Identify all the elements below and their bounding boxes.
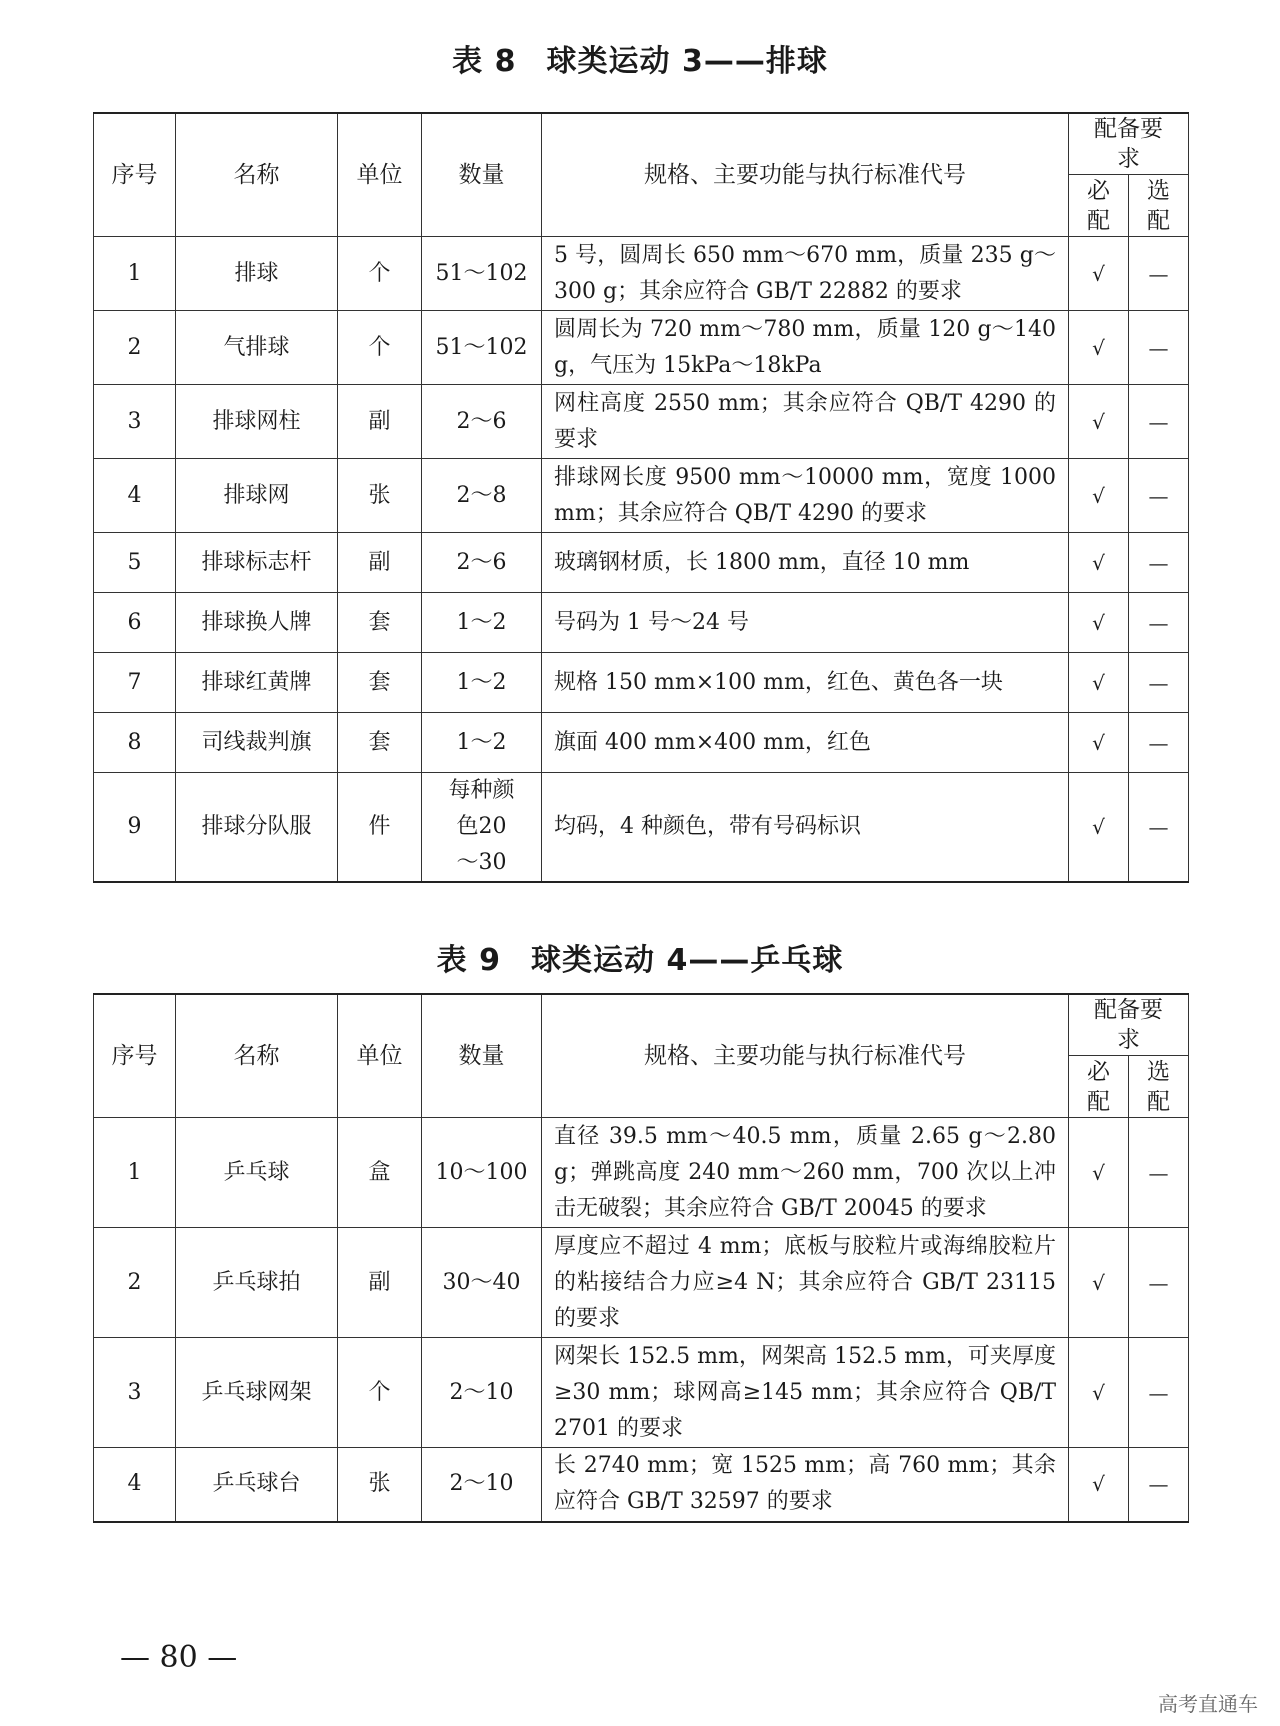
- row-index: 6: [94, 593, 176, 653]
- table-number: 表 8: [452, 44, 517, 79]
- table-tennis-equipment-table: [93, 993, 1189, 1523]
- row-unit: 件: [338, 773, 422, 883]
- header-required: 必配: [1069, 175, 1129, 237]
- row-quantity: 1～2: [422, 653, 542, 713]
- row-quantity: 1～2: [422, 593, 542, 653]
- row-unit: 套: [338, 653, 422, 713]
- row-name: 乒乓球台: [176, 1448, 338, 1522]
- row-required: √: [1069, 459, 1129, 533]
- row-spec: 规格 150 mm×100 mm，红色、黄色各一块: [542, 653, 1069, 713]
- row-index: 2: [94, 311, 176, 385]
- table-row: [94, 593, 1189, 653]
- table-title: 球类运动 3——排球: [546, 44, 828, 79]
- row-optional: —: [1129, 533, 1189, 593]
- row-spec: 网柱高度 2550 mm；其余应符合 QB/T 4290 的要求: [542, 385, 1069, 459]
- table-row: [94, 773, 1189, 883]
- header-name: 名称: [176, 994, 338, 1118]
- row-required: √: [1069, 1448, 1129, 1522]
- row-required: √: [1069, 1228, 1129, 1338]
- table-row: [94, 459, 1189, 533]
- header-unit: 单位: [338, 113, 422, 237]
- header-required: 必配: [1069, 1056, 1129, 1118]
- row-unit: 盒: [338, 1118, 422, 1228]
- table-row: [94, 311, 1189, 385]
- row-index: 3: [94, 1338, 176, 1448]
- row-required: √: [1069, 773, 1129, 883]
- row-quantity: 每种颜色20～30: [422, 773, 542, 883]
- row-quantity: 2～8: [422, 459, 542, 533]
- row-index: 3: [94, 385, 176, 459]
- row-name: 排球换人牌: [176, 593, 338, 653]
- row-index: 7: [94, 653, 176, 713]
- row-index: 8: [94, 713, 176, 773]
- row-quantity: 2～10: [422, 1448, 542, 1522]
- header-name: 名称: [176, 113, 338, 237]
- row-name: 排球红黄牌: [176, 653, 338, 713]
- row-required: √: [1069, 593, 1129, 653]
- row-optional: —: [1129, 713, 1189, 773]
- header-optional: 选配: [1129, 175, 1189, 237]
- row-unit: 副: [338, 533, 422, 593]
- row-quantity: 10～100: [422, 1118, 542, 1228]
- table-8-caption: [0, 36, 1280, 80]
- row-required: √: [1069, 653, 1129, 713]
- watermark: 高考直通车: [1158, 1692, 1258, 1716]
- header-index: 序号: [94, 994, 176, 1118]
- table-row: [94, 1448, 1189, 1522]
- row-required: √: [1069, 385, 1129, 459]
- row-required: √: [1069, 1338, 1129, 1448]
- table-row: [94, 237, 1189, 311]
- header-optional: 选配: [1129, 1056, 1189, 1118]
- row-name: 司线裁判旗: [176, 713, 338, 773]
- row-required: √: [1069, 1118, 1129, 1228]
- row-index: 4: [94, 459, 176, 533]
- row-index: 1: [94, 1118, 176, 1228]
- row-name: 乒乓球拍: [176, 1228, 338, 1338]
- row-unit: 张: [338, 459, 422, 533]
- row-required: √: [1069, 237, 1129, 311]
- row-spec: 排球网长度 9500 mm～10000 mm，宽度 1000 mm；其余应符合 QB/T 4290 的要求: [542, 459, 1069, 533]
- row-unit: 套: [338, 713, 422, 773]
- row-name: 排球网柱: [176, 385, 338, 459]
- row-spec: 长 2740 mm；宽 1525 mm；高 760 mm；其余应符合 GB/T 32597 的要求: [542, 1448, 1069, 1522]
- row-spec: 均码，4 种颜色，带有号码标识: [542, 773, 1069, 883]
- row-optional: —: [1129, 311, 1189, 385]
- row-required: √: [1069, 311, 1129, 385]
- row-optional: —: [1129, 1228, 1189, 1338]
- table-9-caption: [0, 935, 1280, 979]
- header-spec: 规格、主要功能与执行标准代号: [542, 994, 1069, 1118]
- row-quantity: 51～102: [422, 237, 542, 311]
- volleyball-equipment-table: [93, 112, 1189, 883]
- row-name: 排球分队服: [176, 773, 338, 883]
- row-name: 排球: [176, 237, 338, 311]
- table-number: 表 9: [436, 943, 501, 978]
- table-title: 球类运动 4——乒乓球: [531, 943, 844, 978]
- row-index: 2: [94, 1228, 176, 1338]
- row-optional: —: [1129, 593, 1189, 653]
- row-spec: 厚度应不超过 4 mm；底板与胶粒片或海绵胶粒片的粘接结合力应≥4 N；其余应符合 GB/T 23115 的要求: [542, 1228, 1069, 1338]
- row-unit: 副: [338, 1228, 422, 1338]
- table-row: [94, 385, 1189, 459]
- row-optional: —: [1129, 653, 1189, 713]
- header-quantity: 数量: [422, 113, 542, 237]
- row-spec: 号码为 1 号～24 号: [542, 593, 1069, 653]
- row-unit: 个: [338, 311, 422, 385]
- row-spec: 圆周长为 720 mm～780 mm，质量 120 g～140 g，气压为 15kPa～18kPa: [542, 311, 1069, 385]
- table-row: [94, 653, 1189, 713]
- row-spec: 旗面 400 mm×400 mm，红色: [542, 713, 1069, 773]
- row-spec: 直径 39.5 mm～40.5 mm，质量 2.65 g～2.80 g；弹跳高度 240 mm～260 mm，700 次以上冲击无破裂；其余应符合 GB/T 20045 的要求: [542, 1118, 1069, 1228]
- row-quantity: 1～2: [422, 713, 542, 773]
- row-required: √: [1069, 533, 1129, 593]
- header-requirement: 配备要求: [1069, 113, 1189, 175]
- page-number: — 80 —: [120, 1640, 238, 1675]
- row-optional: —: [1129, 773, 1189, 883]
- header-index: 序号: [94, 113, 176, 237]
- row-unit: 个: [338, 1338, 422, 1448]
- row-optional: —: [1129, 1338, 1189, 1448]
- row-quantity: 2～10: [422, 1338, 542, 1448]
- row-optional: —: [1129, 1448, 1189, 1522]
- header-requirement: 配备要求: [1069, 994, 1189, 1056]
- row-spec: 5 号，圆周长 650 mm～670 mm，质量 235 g～300 g；其余应符合 GB/T 22882 的要求: [542, 237, 1069, 311]
- table-row: [94, 1118, 1189, 1228]
- row-optional: —: [1129, 237, 1189, 311]
- table-row: [94, 713, 1189, 773]
- row-quantity: 30～40: [422, 1228, 542, 1338]
- row-spec: 网架长 152.5 mm，网架高 152.5 mm，可夹厚度≥30 mm；球网高≥145 mm；其余应符合 QB/T 2701 的要求: [542, 1338, 1069, 1448]
- row-name: 乒乓球: [176, 1118, 338, 1228]
- row-unit: 个: [338, 237, 422, 311]
- row-name: 排球标志杆: [176, 533, 338, 593]
- table-row: [94, 1228, 1189, 1338]
- row-optional: —: [1129, 385, 1189, 459]
- row-name: 乒乓球网架: [176, 1338, 338, 1448]
- row-quantity: 2～6: [422, 385, 542, 459]
- header-spec: 规格、主要功能与执行标准代号: [542, 113, 1069, 237]
- row-name: 气排球: [176, 311, 338, 385]
- row-quantity: 2～6: [422, 533, 542, 593]
- row-spec: 玻璃钢材质，长 1800 mm，直径 10 mm: [542, 533, 1069, 593]
- row-optional: —: [1129, 1118, 1189, 1228]
- row-name: 排球网: [176, 459, 338, 533]
- table-row: [94, 533, 1189, 593]
- row-index: 5: [94, 533, 176, 593]
- row-index: 9: [94, 773, 176, 883]
- row-required: √: [1069, 713, 1129, 773]
- row-index: 1: [94, 237, 176, 311]
- table-row: [94, 1338, 1189, 1448]
- row-index: 4: [94, 1448, 176, 1522]
- row-quantity: 51～102: [422, 311, 542, 385]
- row-unit: 套: [338, 593, 422, 653]
- row-unit: 副: [338, 385, 422, 459]
- header-quantity: 数量: [422, 994, 542, 1118]
- header-unit: 单位: [338, 994, 422, 1118]
- row-unit: 张: [338, 1448, 422, 1522]
- row-optional: —: [1129, 459, 1189, 533]
